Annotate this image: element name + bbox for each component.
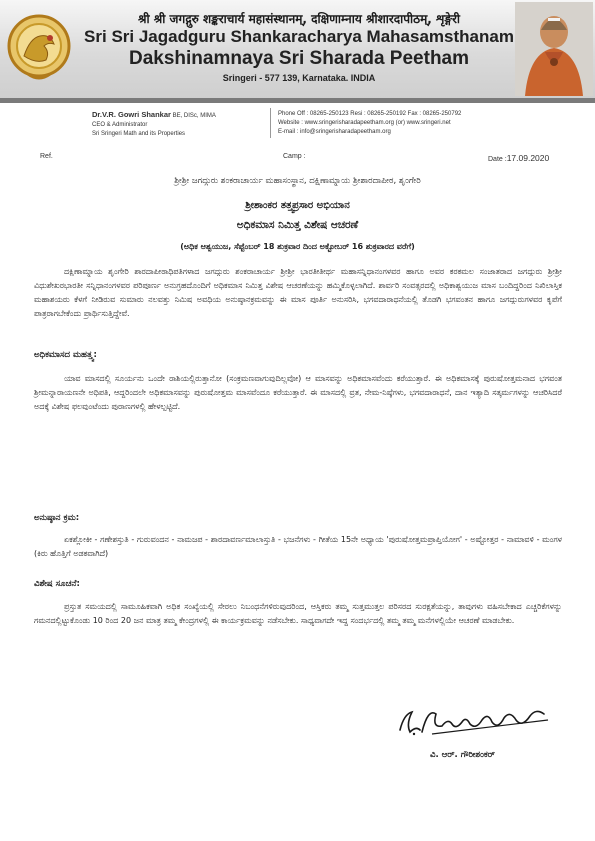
contact-website: Website : www.sringerisharadapeetham.org (or) www.sringeri.net	[278, 120, 451, 126]
contact-email: E-mail : info@sringerisharadapeetham.org	[278, 129, 391, 135]
contact-phone: Phone Off : 08265-250123 Resi : 08265-250192 Fax : 08265-250792	[278, 111, 462, 117]
date-value: 17.09.2020	[506, 153, 550, 163]
officer-qualifications: BE, DISc, MIMA	[172, 113, 216, 119]
document-subtitle: ಅಧಿಕಮಾಸ ನಿಮಿತ್ತ ವಿಶೇಷ ಆಚರಣೆ	[236, 219, 359, 231]
significance-paragraph: ಯಾವ ಮಾಸದಲ್ಲಿ ಸೂರ್ಯನು ಒಂದೇ ರಾಶಿಯಲ್ಲಿರುತ್ತಾನೋ (ಸಂಕ್ರಮಣವಾಗುವುದಿಲ್ಲವೋ) ಆ ಮಾಸವನ್ನು ಅಧಿಕಮಾಸವೆಂದು ಕರೆಯುತ್ತಾರೆ. ಈ ಅಧಿಕಮಾಸಕ್ಕೆ ಪುರುಷೋತ್ತಮನಾದ ಭಗವಂತ ಶ್ರೀಮನ್ನಾರಾಯಣನೇ ಅಧಿಪತಿ, ಆದ್ದರಿಂದಲೇ ಅಧಿಕಮಾಸವನ್ನು ಪುರುಷೋತ್ತಮ ಮಾಸವೆಂದೂ ಕರೆಯುತ್ತಾರೆ. ಈ ಮಾಸದಲ್ಲಿ ವ್ರತ, ನೇಮ-ನಿಷ್ಠೆಗಳು, ಭಗವದಾರಾಧನೆ, ದಾನ ಇತ್ಯಾದಿ ಸತ್ಕರ್ಮಗಳನ್ನು ಆಚರಿಸಿದರೆ ಅದಕ್ಕೆ ವಿಶೇಷ ಫಲವುಂಟೆಂದು ಪುರಾಣಗಳಲ್ಲಿ ಹೇಳಲ್ಪಟ್ಟಿದೆ.	[34, 374, 562, 411]
intro-paragraph: ದಕ್ಷಿಣಾಮ್ನಾಯ ಶೃಂಗೇರಿ ಶಾರದಾಪೀಠಾಧಿಪತಿಗಳಾದ ಜಗದ್ಗುರು ಶಂಕರಾಚಾರ್ಯ ಶ್ರೀಶ್ರೀ ಭಾರತೀತೀರ್ಥ ಮಹಾಸನ್ನಿಧಾನಂಗಳವರ ಹಾಗೂ ಅವರ ಕರಕಮಲ ಸಂಜಾತರಾದ ಜಗದ್ಗುರು ಶ್ರೀಶ್ರೀ ವಿಧುಶೇಖರಭಾರತೀ ಸನ್ನಿಧಾನಂಗಳವರ ಪರಿಪೂರ್ಣ ಅನುಗ್ರಹದೊಂದಿಗೆ ಅಧಿಕಮಾಸ ನಿಮಿತ್ತ ವಿಶೇಷ ಆಚರಣೆಯನ್ನು ಹಮ್ಮಿಕೊಳ್ಳಲಾಗಿದೆ. ಶಾರ್ವರಿ ಸಂವತ್ಸರದಲ್ಲಿ ಅಧಿಕಾಶ್ವಯುಜ ಮಾಸ ಬಂದಿದ್ದರಿಂದ ನಿಖಿಲಾಸ್ತಿಕ ಮಹಾಶಯರು ಕೆಳಗೆ ನೀಡಿರುವ ಸುಮಾರು ನಲವತ್ತು ನಿಮಿಷ ಅವಧಿಯ ಅನುಷ್ಠಾನಕ್ರಮವನ್ನು ಈ ಮಾಸ ಪೂರ್ತಿ ಅನುಸರಿಸಿ, ಭಗವದಾರಾಧನೆಯಲ್ಲಿ ತೊಡಗಿ ಭಗವಂತನ ಹಾಗೂ ಜಗದ್ಗುರುಗಳವರ ಕೃಪೆಗೆ ಪಾತ್ರರಾಗಬೇಕೆಂದು ಪ್ರಾರ್ಥಿಸುತ್ತಿದ್ದೇವೆ.	[34, 267, 562, 318]
officer-role: CEO & Administrator	[92, 122, 148, 128]
date-range-note: (ಅಧಿಕ ಆಶ್ವಯುಜ, ಸೆಪ್ಟೆಂಬರ್ 18 ಶುಕ್ರವಾರ ದಿಂದ ಅಕ್ಟೋಬರ್ 16 ಶುಕ್ರವಾರದ ವರೆಗೆ)	[180, 242, 415, 251]
letterhead-banner	[0, 0, 595, 98]
signer-name: ವಿ. ಆರ್. ಗೌರೀಶಂಕರ್	[430, 750, 495, 760]
org-line: ಶ್ರೀಶ್ರೀ ಜಗದ್ಗುರು ಶಂಕರಾಚಾರ್ಯ ಮಹಾಸಂಸ್ಥಾನ, ದಕ್ಷಿಣಾಮ್ನಾಯ ಶ್ರೀಶಾರದಾಪೀಠ, ಶೃಂಗೇರಿ	[174, 176, 421, 186]
devanagari-title: श्री श्री जगद्गुरु शङ्कराचार्य महासंस्थानम्, दक्षिणाम्नाय श्रीशारदापीठम्, शृङ्गेरी	[137, 12, 460, 26]
notice-paragraph: ಪ್ರಸ್ತುತ ಸಮಯದಲ್ಲಿ ಸಾಮೂಹಿಕವಾಗಿ ಅಧಿಕ ಸಂಖ್ಯೆಯಲ್ಲಿ ಸೇರಲು ನಿಬಂಧನೆಗಳಿರುವುದರಿಂದ, ಆಸ್ತಿಕರು ತಮ್ಮ ಸುತ್ತಮುತ್ತಲ ಪರಿಸರದ ಸುರಕ್ಷತೆಯನ್ನು, ತಾವುಗಳು ವಹಿಸಬೇಕಾದ ಎಚ್ಚರಿಕೆಗಳನ್ನು ಗಮನದಲ್ಲಿಟ್ಟುಕೊಂಡು 10 ರಿಂದ 20 ಜನ ಮಾತ್ರ ತಮ್ಮ ಕೇಂದ್ರಗಳಲ್ಲಿ ಈ ಕಾರ್ಯಕ್ರಮವನ್ನು ನಡೆಸಬೇಕು. ಸಾಧ್ಯವಾಗದೇ ಇದ್ದ ಸಂದರ್ಭದಲ್ಲಿ ತಮ್ಮ ತಮ್ಮ ಮನೆಗಳಲ್ಲಿಯೇ ಆಚರಣೆ ಮಾಡಬೇಕು.	[34, 602, 562, 625]
letterhead-stripe	[0, 98, 595, 103]
officer-org: Sri Sringeri Math and its Properties	[92, 131, 186, 137]
document-title: ಶ್ರೀಶಾಂಕರ ತತ್ತ್ವಪ್ರಸಾರ ಅಭಿಯಾನ	[245, 200, 350, 211]
guru-portrait-icon	[515, 2, 593, 96]
date-field	[488, 153, 549, 163]
institution-address: Sringeri - 577 139, Karnataka. INDIA	[222, 73, 376, 83]
peetham-title: Dakshinamnaya Sri Sharada Peetham	[128, 48, 470, 69]
section-heading-procedure: ಅನುಷ್ಠಾನ ಕ್ರಮ:	[34, 513, 80, 523]
contact-block	[278, 110, 461, 137]
date-label: Date :	[488, 156, 507, 163]
section-heading-significance: ಅಧಿಕಮಾಸದ ಮಹತ್ತ್ವ:	[34, 350, 97, 360]
camp-label: Camp :	[283, 153, 306, 160]
letterhead-divider	[270, 108, 271, 138]
institution-title: Sri Sri Jagadguru Shankaracharya Mahasamsthanam	[84, 27, 514, 46]
ref-label: Ref.	[40, 153, 53, 160]
officer-block	[92, 110, 216, 139]
handwritten-signature	[392, 700, 552, 742]
procedure-paragraph: ಏಕಶ್ಲೋಕೀ - ಗಣೇಶಸ್ತುತಿ - ಗುರುವಂದನ - ನಾಮಜಪ - ಶಾರದಾವರ್ಣಮಾಲಾಸ್ತುತಿ - ಭಜನೆಗಳು - ಗೀತೆಯ 15ನೇ ಅಧ್ಯಾಯ 'ಪುರುಷೋತ್ತಮಪ್ರಾಪ್ತಿಯೋಗ' - ಅಷ್ಟೋತ್ತರ - ನಾಮಾವಳಿ - ಮಂಗಳ (ಕಿರು ಹೊತ್ತಿಗೆ ಅಡಕವಾಗಿದೆ)	[34, 535, 562, 558]
section-heading-notice: ವಿಶೇಷ ಸೂಚನೆ:	[34, 579, 80, 589]
officer-name: Dr.V.R. Gowri Shankar	[92, 110, 171, 119]
sharada-emblem-icon	[6, 8, 72, 90]
